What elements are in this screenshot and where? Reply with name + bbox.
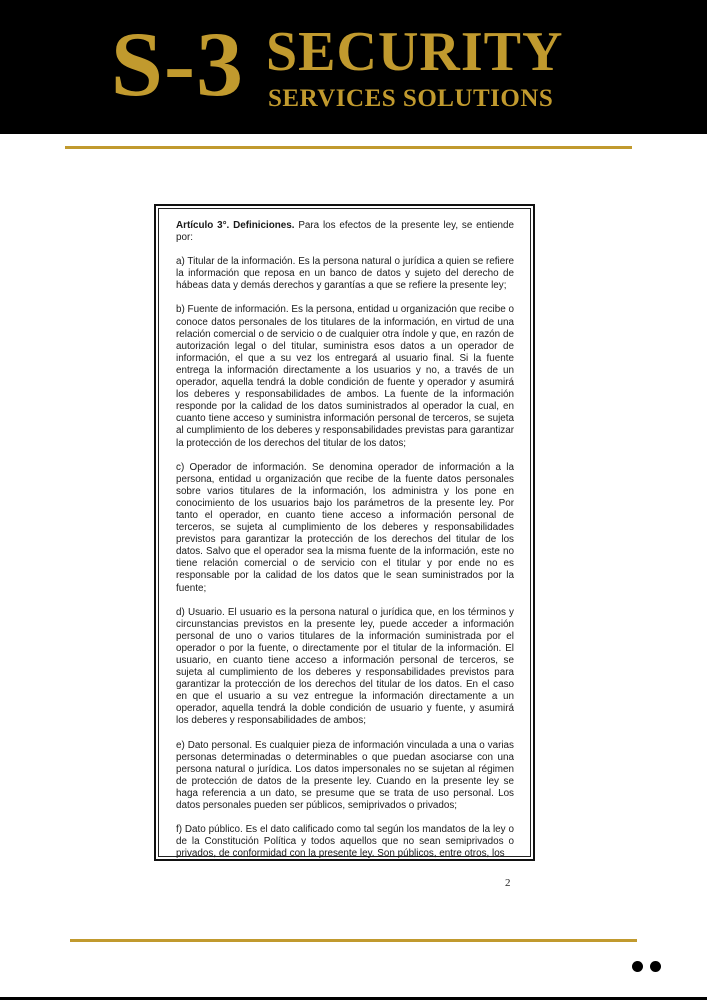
header-banner [0,0,707,134]
dot-icon [632,961,643,972]
logo-tagline: SERVICES SOLUTIONS [268,85,554,112]
logo-mark: S-3 [110,13,245,115]
article-intro-text: Para los efectos de la presente ley, se entiende por: [176,220,514,244]
definition-paragraph: c) Operador de información. Se denomina operador de información a la persona, entidad u organización que recibe de la fuente datos personales sobre varios titulares de la información, los administra y los pone en conocimiento de los usuarios bajo los parámetros de la presente ley. Por tanto el operador, en cuanto tiene acceso a información personal de terceros, se sujeta al cumplimiento de los deberes y responsabilidades previstos para garantizar la protección de los derechos del titular de los datos. Salvo que el operador sea la misma fuente de la información, este no tiene relación comercial o de servicio con el titular y por ende no es responsable por la calidad de los datos que le sean suministrados por la fuente; [176,461,514,594]
dot-icon [650,961,661,972]
article-intro [176,220,514,244]
definition-paragraph: b) Fuente de información. Es la persona, entidad u organización que recibe o conoce datos personales de los titulares de la información, en virtud de una relación comercial o de servicio o de cualquier otra índole y que, en razón de autorización legal o del titular, suministra esos datos a un operador de información, el que a su vez los entregará al usuario final. Si la fuente entrega la información directamente a los usuarios y no, a través de un operador, aquella tendrá la doble condición de fuente y operador y asumirá los deberes y responsabilidades de ambos. La fuente de la información responde por la calidad de los datos suministrados al operador la cual, en cuanto tiene acceso y suministra información personal de terceros, se sujeta al cumplimiento de los deberes y responsabilidades previstas para garantizar la protección de los derechos del titular de los datos; [176,304,514,449]
document-body [176,220,514,861]
definition-paragraph: f) Dato público. Es el dato calificado como tal según los mandatos de la ley o de la Constitución Política y todos aquellos que no sean semiprivados o privados, de conformidad con la presente ley. Son públicos, entre otros, los [176,824,514,860]
page-dots-icon [632,961,662,973]
bottom-divider [70,939,637,942]
definition-paragraph: e) Dato personal. Es cualquier pieza de información vinculada a una o varias personas determinadas o determinables o que puedan asociarse con una persona natural o jurídica. Los datos impersonales no se sujetan al régimen de protección de datos de la presente ley. Cuando en la presente ley se haga referencia a un dato, se presume que se trata de uso personal. Los datos personales pueden ser públicos, semiprivados o privados; [176,739,514,812]
top-divider [65,146,632,149]
article-heading: Artículo 3°. Definiciones. [176,220,295,231]
logo-word: SECURITY [266,21,564,83]
page-number: 2 [505,877,511,889]
definition-paragraph: d) Usuario. El usuario es la persona natural o jurídica que, en los términos y circunstancias previstos en la presente ley, puede acceder a información personal de uno o varios titulares de la información suministrada por el operador o por la fuente, o directamente por el titular de la información. El usuario, en cuanto tiene acceso a información personal de terceros, se sujeta al cumplimiento de los deberes y responsabilidades previstos para garantizar la protección de los derechos del titular de los datos. En el caso en que el usuario a su vez entregue la información directamente a un operador, aquella tendrá la doble condición de usuario y fuente, y asumirá los deberes y responsabilidades de ambos; [176,606,514,727]
definition-paragraph: a) Titular de la información. Es la persona natural o jurídica a quien se refiere la información que reposa en un banco de datos y sujeto del derecho de hábeas data y demás derechos y garantías a que se refiere la presente ley; [176,256,514,292]
scanned-document-frame [154,204,535,861]
